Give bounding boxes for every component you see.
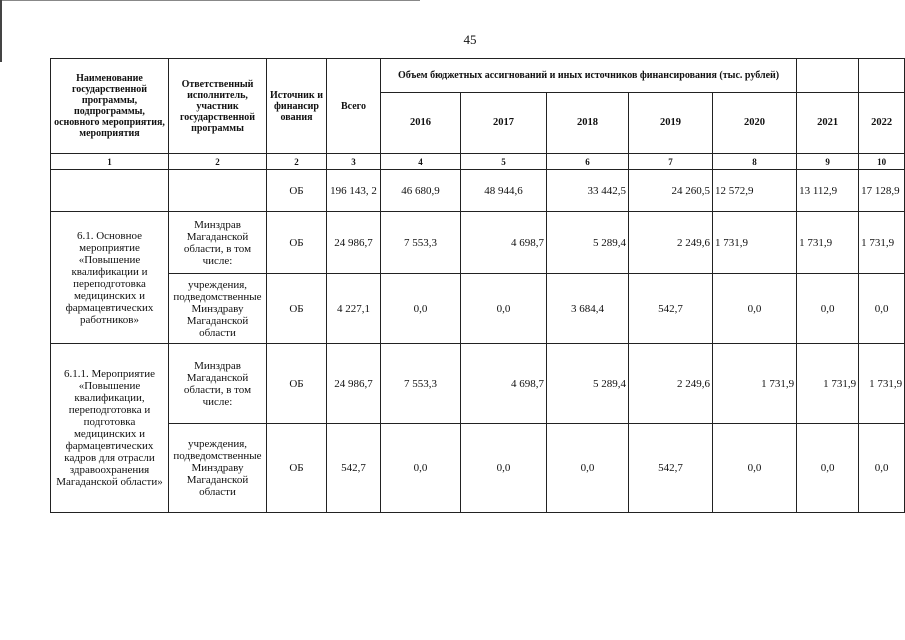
row-executor: учреждения, подведомственные Минздраву Магаданской области xyxy=(169,424,267,513)
row-name: 6.1. Основное мероприятие «Повышение квалификации и переподготовка медицинских и фармацевтических работников» xyxy=(51,212,169,344)
row-source: ОБ xyxy=(267,424,327,513)
page-number: 45 xyxy=(463,32,477,47)
row-value: 5 289,4 xyxy=(547,212,629,274)
index-cell: 8 xyxy=(713,154,797,170)
row-total: 24 986,7 xyxy=(327,212,381,274)
index-cell: 5 xyxy=(461,154,547,170)
row-value: 0,0 xyxy=(381,424,461,513)
row-value: 4 698,7 xyxy=(461,212,547,274)
row-value: 3 684,4 xyxy=(547,274,629,344)
left-rule xyxy=(0,0,2,62)
row-value: 4 698,7 xyxy=(461,344,547,424)
row-total: 542,7 xyxy=(327,424,381,513)
index-cell: 10 xyxy=(859,154,905,170)
row-value: 5 289,4 xyxy=(547,344,629,424)
index-cell: 7 xyxy=(629,154,713,170)
row-value: 24 260,5 xyxy=(629,170,713,212)
index-row xyxy=(51,154,905,170)
row-value: 542,7 xyxy=(629,424,713,513)
row-executor: Минздрав Магаданской области, в том числе: xyxy=(169,344,267,424)
row-value: 542,7 xyxy=(629,274,713,344)
header-name: Наименование государственной программы, подпрограммы, основного мероприятия, мероприятия xyxy=(51,59,169,154)
row-executor: учреждения, подведомственные Минздраву Магаданской области xyxy=(169,274,267,344)
row-source: ОБ xyxy=(267,344,327,424)
index-cell: 2 xyxy=(267,154,327,170)
row-executor: Минздрав Магаданской области, в том числе: xyxy=(169,212,267,274)
header-total: Всего xyxy=(327,59,381,154)
header-year: 2017 xyxy=(461,93,547,154)
index-cell: 1 xyxy=(51,154,169,170)
index-cell: 9 xyxy=(797,154,859,170)
row-value: 0,0 xyxy=(461,424,547,513)
row-total: 24 986,7 xyxy=(327,344,381,424)
top-rule xyxy=(0,0,420,1)
row-value: 0,0 xyxy=(859,424,905,513)
row-value: 0,0 xyxy=(713,424,797,513)
row-value: 1 731,9 xyxy=(797,344,859,424)
row-value: 12 572,9 xyxy=(713,170,797,212)
index-cell: 4 xyxy=(381,154,461,170)
header-year: 2021 xyxy=(797,93,859,154)
header-executor: Ответственный исполнитель, участник государственной программы xyxy=(169,59,267,154)
header-year: 2018 xyxy=(547,93,629,154)
row-executor xyxy=(169,170,267,212)
row-value: 46 680,9 xyxy=(381,170,461,212)
row-source: ОБ xyxy=(267,212,327,274)
header-year: 2022 xyxy=(859,93,905,154)
row-total: 196 143, 2 xyxy=(327,170,381,212)
row-value: 0,0 xyxy=(859,274,905,344)
table-row xyxy=(51,344,905,424)
header-year: 2020 xyxy=(713,93,797,154)
row-value: 17 128,9 xyxy=(859,170,905,212)
row-value: 7 553,3 xyxy=(381,212,461,274)
row-value: 2 249,6 xyxy=(629,212,713,274)
row-value: 13 112,9 xyxy=(797,170,859,212)
row-value: 0,0 xyxy=(713,274,797,344)
row-name xyxy=(51,170,169,212)
row-value: 0,0 xyxy=(461,274,547,344)
row-value: 1 731,9 xyxy=(859,212,905,274)
header-blank-2021 xyxy=(797,59,859,93)
table-row xyxy=(51,212,905,274)
row-source: ОБ xyxy=(267,274,327,344)
index-cell: 2 xyxy=(169,154,267,170)
row-value: 48 944,6 xyxy=(461,170,547,212)
header-blank-2022 xyxy=(859,59,905,93)
table-row xyxy=(51,424,905,513)
header-year: 2016 xyxy=(381,93,461,154)
row-value: 7 553,3 xyxy=(381,344,461,424)
row-value: 0,0 xyxy=(797,424,859,513)
row-total: 4 227,1 xyxy=(327,274,381,344)
budget-table xyxy=(50,58,905,513)
index-cell: 3 xyxy=(327,154,381,170)
row-value: 0,0 xyxy=(547,424,629,513)
row-value: 1 731,9 xyxy=(797,212,859,274)
table-row xyxy=(51,170,905,212)
row-value: 1 731,9 xyxy=(713,344,797,424)
table-row xyxy=(51,274,905,344)
header-volume: Объем бюджетных ассигнований и иных источников финансирования (тыс. рублей) xyxy=(381,59,797,93)
row-value: 0,0 xyxy=(381,274,461,344)
row-name: 6.1.1. Мероприятие «Повышение квалификации, переподготовка и подготовка медицинских и фармацевтических кадров для отрасли здравоохранения Магаданской области» xyxy=(51,344,169,513)
row-value: 1 731,9 xyxy=(859,344,905,424)
index-cell: 6 xyxy=(547,154,629,170)
row-value: 0,0 xyxy=(797,274,859,344)
row-value: 33 442,5 xyxy=(547,170,629,212)
header-source: Источник и финансир ования xyxy=(267,59,327,154)
header-year: 2019 xyxy=(629,93,713,154)
row-source: ОБ xyxy=(267,170,327,212)
row-value: 1 731,9 xyxy=(713,212,797,274)
row-value: 2 249,6 xyxy=(629,344,713,424)
